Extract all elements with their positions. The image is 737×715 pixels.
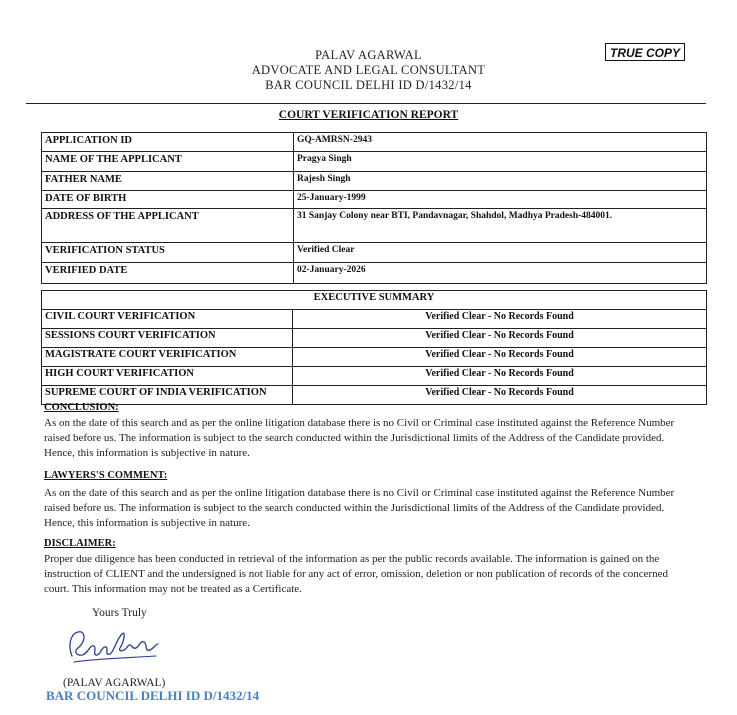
disclaimer-text: Proper due diligence has been conducted in retrieval of the information as per the public records available. The information is gained on the instruction of CLIENT and the undersigned is not liable for any act of error, omission, deletion or non publication of records of the concerned court. This information may not be treated as a Certificate. (44, 553, 669, 595)
advocate-title: ADVOCATE AND LEGAL CONSULTANT (251, 63, 486, 77)
applicant-details-table (41, 132, 707, 284)
label-high-court: HIGH COURT VERIFICATION (42, 367, 293, 386)
closing-salutation: Yours Truly (92, 607, 147, 619)
value-civil-court: Verified Clear - No Records Found (293, 310, 707, 329)
table-row (42, 152, 707, 172)
table-row (42, 133, 707, 152)
value-application-id: GQ-AMRSN-2943 (294, 133, 707, 152)
conclusion-text: As on the date of this search and as per the online litigation database there is no Civil or Criminal case instituted against the Reference Number raised before us. The information is subject to the search conducted within the Jurisdictional limits of the Address of the Candidate provided. Hence, this information is subjective in nature. (44, 417, 675, 459)
table-row (42, 386, 707, 405)
advocate-name: PALAV AGARWAL (315, 48, 422, 62)
label-applicant-name: NAME OF THE APPLICANT (42, 152, 294, 172)
label-magistrate-court: MAGISTRATE COURT VERIFICATION (42, 348, 293, 367)
report-title: COURT VERIFICATION REPORT (278, 109, 459, 121)
header-divider (26, 103, 706, 104)
signatory-name: (PALAV AGARWAL) (63, 677, 166, 689)
value-verification-status: Verified Clear (294, 243, 707, 263)
label-sessions-court: SESSIONS COURT VERIFICATION (42, 329, 293, 348)
table-row (42, 329, 707, 348)
table-row (42, 243, 707, 263)
value-father-name: Rajesh Singh (294, 172, 707, 191)
table-row (42, 291, 707, 310)
conclusion-heading: CONCLUSION: (44, 402, 119, 413)
table-row (42, 209, 707, 243)
value-applicant-name: Pragya Singh (294, 152, 707, 172)
value-address: 31 Sanjay Colony near BTI, Pandavnagar, Shahdol, Madhya Pradesh-484001. (294, 209, 707, 243)
label-application-id: APPLICATION ID (42, 133, 294, 152)
table-row (42, 310, 707, 329)
header-bar-council-id: BAR COUNCIL DELHI ID D/1432/14 (265, 78, 472, 92)
lawyers-comment-text: As on the date of this search and as per the online litigation database there is no Civil or Criminal case instituted against the Reference Number raised before us. The information is subject to the search conducted within the Jurisdictional limits of the Address of the Candidate provided. Hence, this information is subjective in nature. (44, 487, 675, 529)
table-row (42, 191, 707, 209)
value-sessions-court: Verified Clear - No Records Found (293, 329, 707, 348)
value-high-court: Verified Clear - No Records Found (293, 367, 707, 386)
table-row (42, 367, 707, 386)
table-row (42, 172, 707, 191)
lawyers-comment-heading: LAWYERS'S COMMENT: (44, 470, 168, 481)
label-supreme-court: SUPREME COURT OF INDIA VERIFICATION (42, 386, 293, 405)
label-civil-court: CIVIL COURT VERIFICATION (42, 310, 293, 329)
footer-bar-council-id: BAR COUNCIL DELHI ID D/1432/14 (46, 688, 260, 703)
true-copy-stamp: TRUE COPY (605, 43, 685, 61)
value-magistrate-court: Verified Clear - No Records Found (293, 348, 707, 367)
label-father-name: FATHER NAME (42, 172, 294, 191)
executive-summary-table (41, 290, 707, 405)
disclaimer-heading: DISCLAIMER: (44, 538, 116, 549)
table-row (42, 263, 707, 284)
value-verified-date: 02-January-2026 (294, 263, 707, 284)
signature-image (64, 626, 164, 670)
value-date-of-birth: 25-January-1999 (294, 191, 707, 209)
label-verification-status: VERIFICATION STATUS (42, 243, 294, 263)
table-row (42, 348, 707, 367)
label-address: ADDRESS OF THE APPLICANT (42, 209, 294, 243)
label-date-of-birth: DATE OF BIRTH (42, 191, 294, 209)
label-verified-date: VERIFIED DATE (42, 263, 294, 284)
value-supreme-court: Verified Clear - No Records Found (293, 386, 707, 405)
executive-summary-title: EXECUTIVE SUMMARY (42, 291, 707, 310)
